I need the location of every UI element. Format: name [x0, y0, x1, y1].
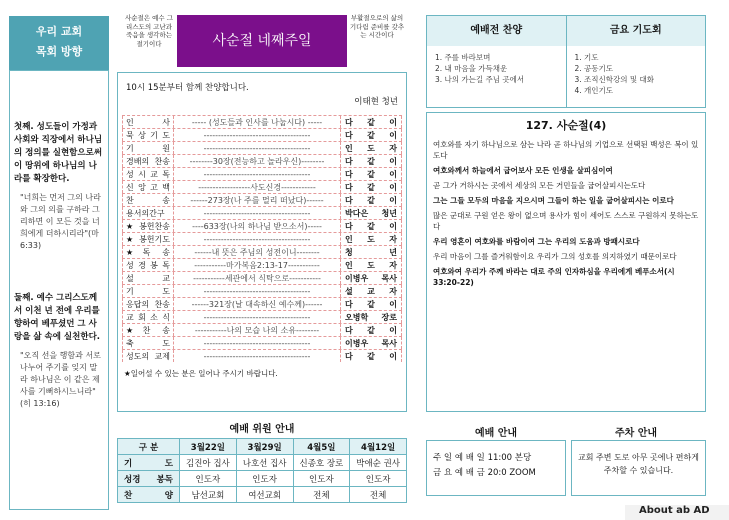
- order-of-worship: [117, 72, 407, 412]
- order-time: 10시 15분부터 함께 찬양합니다.: [126, 83, 249, 93]
- pre-worship-songs-list: [427, 46, 566, 91]
- pre-worship-songs-title: 예배전 찬양: [427, 16, 566, 46]
- mission-second: 둘째. 예수 그리스도께서 이천 년 전에 우리를 향하여 베푸셨던 그 사랑을 삶 속에 실천한다.: [14, 293, 101, 342]
- order-item-content: -------------------------------------: [203, 312, 311, 322]
- prayer-item: 3. 조직신학강의 및 대화: [574, 75, 655, 84]
- order-item-name: 인 사: [122, 116, 174, 128]
- sermon-line: 여호와께서 하늘에서 굽어보사 모든 인생을 살피심이여: [433, 166, 613, 175]
- duty-header-date: 4월5일: [293, 439, 350, 455]
- duty-cell: 인도자: [236, 471, 293, 487]
- duty-header-category: 구 분: [118, 439, 180, 455]
- order-item-content: ----- (성도들과 인사를 나눕시다) -----: [191, 117, 323, 127]
- order-item-name: 성 경 봉 독: [122, 259, 174, 271]
- order-item-content: -------------------------------------: [203, 143, 311, 153]
- order-item-leader: 다 같 이: [340, 168, 402, 180]
- duty-cell: 인도자: [293, 471, 350, 487]
- order-item-content: ----633장(나의 하나님 받으소서)-----: [192, 221, 322, 231]
- order-item-leader: 인 도 자: [340, 233, 402, 245]
- order-item-name: 묵 상 기 도: [122, 129, 174, 141]
- prayer-item: 2. 공동기도: [574, 64, 614, 73]
- duty-title: 예배 위원 안내: [229, 424, 295, 435]
- order-item-leader: 다 같 이: [340, 324, 402, 336]
- duty-role: 성경 봉독: [118, 471, 180, 487]
- order-item-leader: 다 같 이: [340, 181, 402, 193]
- order-item-leader: 다 같 이: [340, 220, 402, 232]
- duty-header-date: 3월29일: [236, 439, 293, 455]
- order-item-leader: 다 같 이: [340, 116, 402, 128]
- prayer-item: 4. 개인기도: [574, 86, 614, 95]
- order-row: [122, 206, 402, 219]
- order-item-content: -------------------------------------: [203, 130, 311, 140]
- prayer-item: 1. 기도: [574, 53, 599, 62]
- duty-cell: 전체: [293, 487, 350, 503]
- duty-row: [118, 471, 407, 487]
- tagline-right: 부활절으로의 삶의 기다림 준비를 갖추는 시간이다: [349, 14, 405, 39]
- order-item-leader: 청 년: [340, 246, 402, 258]
- duty-cell: 인도자: [350, 471, 407, 487]
- order-preacher: 이태현 청년: [354, 97, 398, 107]
- order-item-name: 성도의 교제: [122, 350, 174, 362]
- duty-row: [118, 455, 407, 471]
- song-item: 1. 주를 바라보며: [435, 53, 491, 62]
- ad-label[interactable]: About ab AD: [625, 505, 729, 520]
- order-item-leader: 이병우 목사: [340, 272, 402, 284]
- order-item-name: 기 원: [122, 142, 174, 154]
- order-row: [122, 180, 402, 193]
- order-item-content: -------------------------------------: [203, 351, 311, 361]
- friday-prayer-list: [567, 46, 706, 102]
- order-item-content: -----------나의 모습 나의 소유--------: [194, 325, 320, 335]
- order-row: [122, 297, 402, 310]
- order-row: [122, 336, 402, 349]
- sermon-line: 곧 그가 거하시는 곳에서 세상의 모든 거민들을 굽어살피시는도다: [433, 181, 646, 190]
- duty-cell: 전체: [350, 487, 407, 503]
- order-item-name: 설 교: [122, 272, 174, 284]
- order-row: [122, 258, 402, 271]
- order-item-name: 신 앙 고 백: [122, 181, 174, 193]
- songs-panel: [426, 15, 706, 108]
- order-item-name: 찬 송: [122, 194, 174, 206]
- order-row: [122, 323, 402, 336]
- order-item-content: ------------------사도신경------------: [198, 182, 316, 192]
- order-item-name: 성 시 교 독: [122, 168, 174, 180]
- order-row: [122, 271, 402, 284]
- duty-cell: 박애순 권사: [350, 455, 407, 471]
- sermon-line: 여호와여 우리가 주께 바라는 대로 주의 인자하심을 우리에게 베푸소서(시 33:20-22): [433, 267, 675, 287]
- order-item-name: 응답의 찬송: [122, 298, 174, 310]
- page-title: 사순절 네째주일: [177, 15, 347, 67]
- order-item-leader: 다 같 이: [340, 298, 402, 310]
- order-item-name: ★봉헌찬송: [122, 220, 174, 232]
- sermon-line: 여호와를 자기 하나님으로 삼는 나라 곧 하나님의 기업으로 선택된 백성은 복이 있도다: [433, 140, 699, 160]
- order-item-content: -----------세관에서 식탁으로-----------: [193, 273, 321, 283]
- friday-prayer: [567, 16, 706, 107]
- parking-info: 교회 주변 도로 아무 곳에나 편하게 주차할 수 있습니다.: [571, 440, 706, 496]
- duty-table: [117, 438, 407, 503]
- tagline-left: 사순절은 예수 그리스도의 고난과 죽음을 생각하는 절기이다: [124, 14, 174, 48]
- duty-header-date: 4월12일: [350, 439, 407, 455]
- pre-worship-songs: [427, 16, 567, 107]
- order-note: ★일어설 수 있는 분은 일어나 주시기 바랍니다.: [124, 369, 278, 378]
- order-item-name: 경배의 찬송: [122, 155, 174, 167]
- order-item-content: ------321장(날 대속하신 예수께)------: [191, 299, 323, 309]
- order-row: [122, 245, 402, 258]
- order-item-content: -------------------------------------: [203, 338, 311, 348]
- duty-cell: 인도자: [180, 471, 237, 487]
- order-row: [122, 154, 402, 167]
- duty-header-date: 3월22일: [180, 439, 237, 455]
- order-item-content: -------------------------------------: [203, 169, 311, 179]
- service-title: 예배 안내: [474, 428, 518, 439]
- order-item-leader: 다 같 이: [340, 129, 402, 141]
- order-item-content: -------------------------------------: [203, 234, 311, 244]
- order-item-leader: 인 도 자: [340, 259, 402, 271]
- order-rows: [122, 115, 402, 362]
- song-item: 2. 내 마음을 가득채운: [435, 64, 508, 73]
- order-item-leader: 인 도 자: [340, 142, 402, 154]
- order-item-name: ★봉헌기도: [122, 233, 174, 245]
- duty-cell: 나호선 집사: [236, 455, 293, 471]
- order-item-leader: 다 같 이: [340, 155, 402, 167]
- duty-role: 찬 양: [118, 487, 180, 503]
- church-direction-header: [9, 16, 109, 70]
- order-row: [122, 284, 402, 297]
- service-line-friday: 금 요 예 배 금 20:0 ZOOM: [433, 468, 536, 478]
- order-row: [122, 128, 402, 141]
- sermon-line: 많은 군대로 구원 얻은 왕이 없으며 용사가 힘이 세어도 스스로 구원하지 못하는도다: [433, 211, 699, 231]
- sermon-panel: [426, 112, 706, 412]
- duty-cell: 신종호 장로: [293, 455, 350, 471]
- duty-row: [118, 487, 407, 503]
- order-item-content: -------------------------------------: [203, 286, 311, 296]
- church-direction-title: 우리 교회 목회 방향: [35, 25, 83, 58]
- order-item-content: -------------------------------------: [203, 208, 311, 218]
- order-item-content: ------내 뜻은 주님의 성전이니--------: [194, 247, 320, 257]
- order-item-name: 교 회 소 식: [122, 311, 174, 323]
- sermon-line: 우리 마음이 그를 즐거워함이요 우리가 그의 성호를 의지하였기 때문이로다: [433, 252, 677, 261]
- order-row: [122, 167, 402, 180]
- song-item: 3. 나의 가는길 주님 곳에서: [435, 75, 525, 84]
- sermon-lines: [433, 139, 699, 288]
- order-item-leader: 다 같 이: [340, 350, 402, 362]
- order-item-name: 기 도: [122, 285, 174, 297]
- order-item-leader: 박다은 청년: [340, 207, 402, 219]
- verse-first: "너희는 먼저 그의 나라와 그의 의를 구하라 그리하면 이 모든 것을 너희에게 더하시리라"(마 6:33): [20, 193, 101, 250]
- order-row: [122, 349, 402, 362]
- order-item-content: --------30장(전능하고 놀라우신)--------: [189, 156, 325, 166]
- order-row: [122, 141, 402, 154]
- sermon-line: 그는 그들 모두의 마음을 지으시며 그들이 하는 일을 굽어살피시는 이로다: [433, 196, 674, 205]
- order-row: [122, 193, 402, 206]
- order-row: [122, 219, 402, 232]
- mission-first: 첫째. 성도들이 가정과 사회와 직장에서 하나님의 정의를 실현함으로써 이 땅위에 하나님의 나라를 확장한다.: [14, 122, 103, 184]
- duty-cell: 여선교회: [236, 487, 293, 503]
- duty-cell: 남선교회: [180, 487, 237, 503]
- duty-role: 기 도: [118, 455, 180, 471]
- parking-title: 주차 안내: [614, 428, 658, 439]
- order-item-leader: 설 교 자: [340, 285, 402, 297]
- order-item-name: 축 도: [122, 337, 174, 349]
- order-item-name: 용서의간구: [122, 207, 174, 219]
- order-item-name: ★찬 송: [122, 324, 174, 336]
- order-item-content: -----------마가복음2:13-17-----------: [194, 260, 320, 270]
- sermon-line: 우리 영혼이 여호와를 바람이여 그는 우리의 도움과 방패시로다: [433, 237, 640, 246]
- sermon-title: 127. 사순절(4): [525, 119, 607, 132]
- duty-cell: 김진아 집사: [180, 455, 237, 471]
- service-line-sunday: 주 일 예 배 일 11:00 본당: [433, 453, 532, 463]
- order-row: [122, 232, 402, 245]
- church-direction-panel: [9, 70, 109, 510]
- service-info: [426, 440, 566, 496]
- order-item-name: ★독 송: [122, 246, 174, 258]
- verse-second: "오직 선을 행함과 서로 나누어 주기를 잊지 말라 하나님은 이 같은 제사를 기뻐하시느니라"(히 13:16): [20, 351, 101, 408]
- order-item-content: ------273장(나 주를 멀리 떠났다)------: [190, 195, 324, 205]
- order-row: [122, 115, 402, 128]
- order-item-leader: 다 같 이: [340, 194, 402, 206]
- friday-prayer-title: 금요 기도회: [567, 16, 706, 46]
- order-item-leader: 이병우 목사: [340, 337, 402, 349]
- order-item-leader: 오병학 장로: [340, 311, 402, 323]
- order-row: [122, 310, 402, 323]
